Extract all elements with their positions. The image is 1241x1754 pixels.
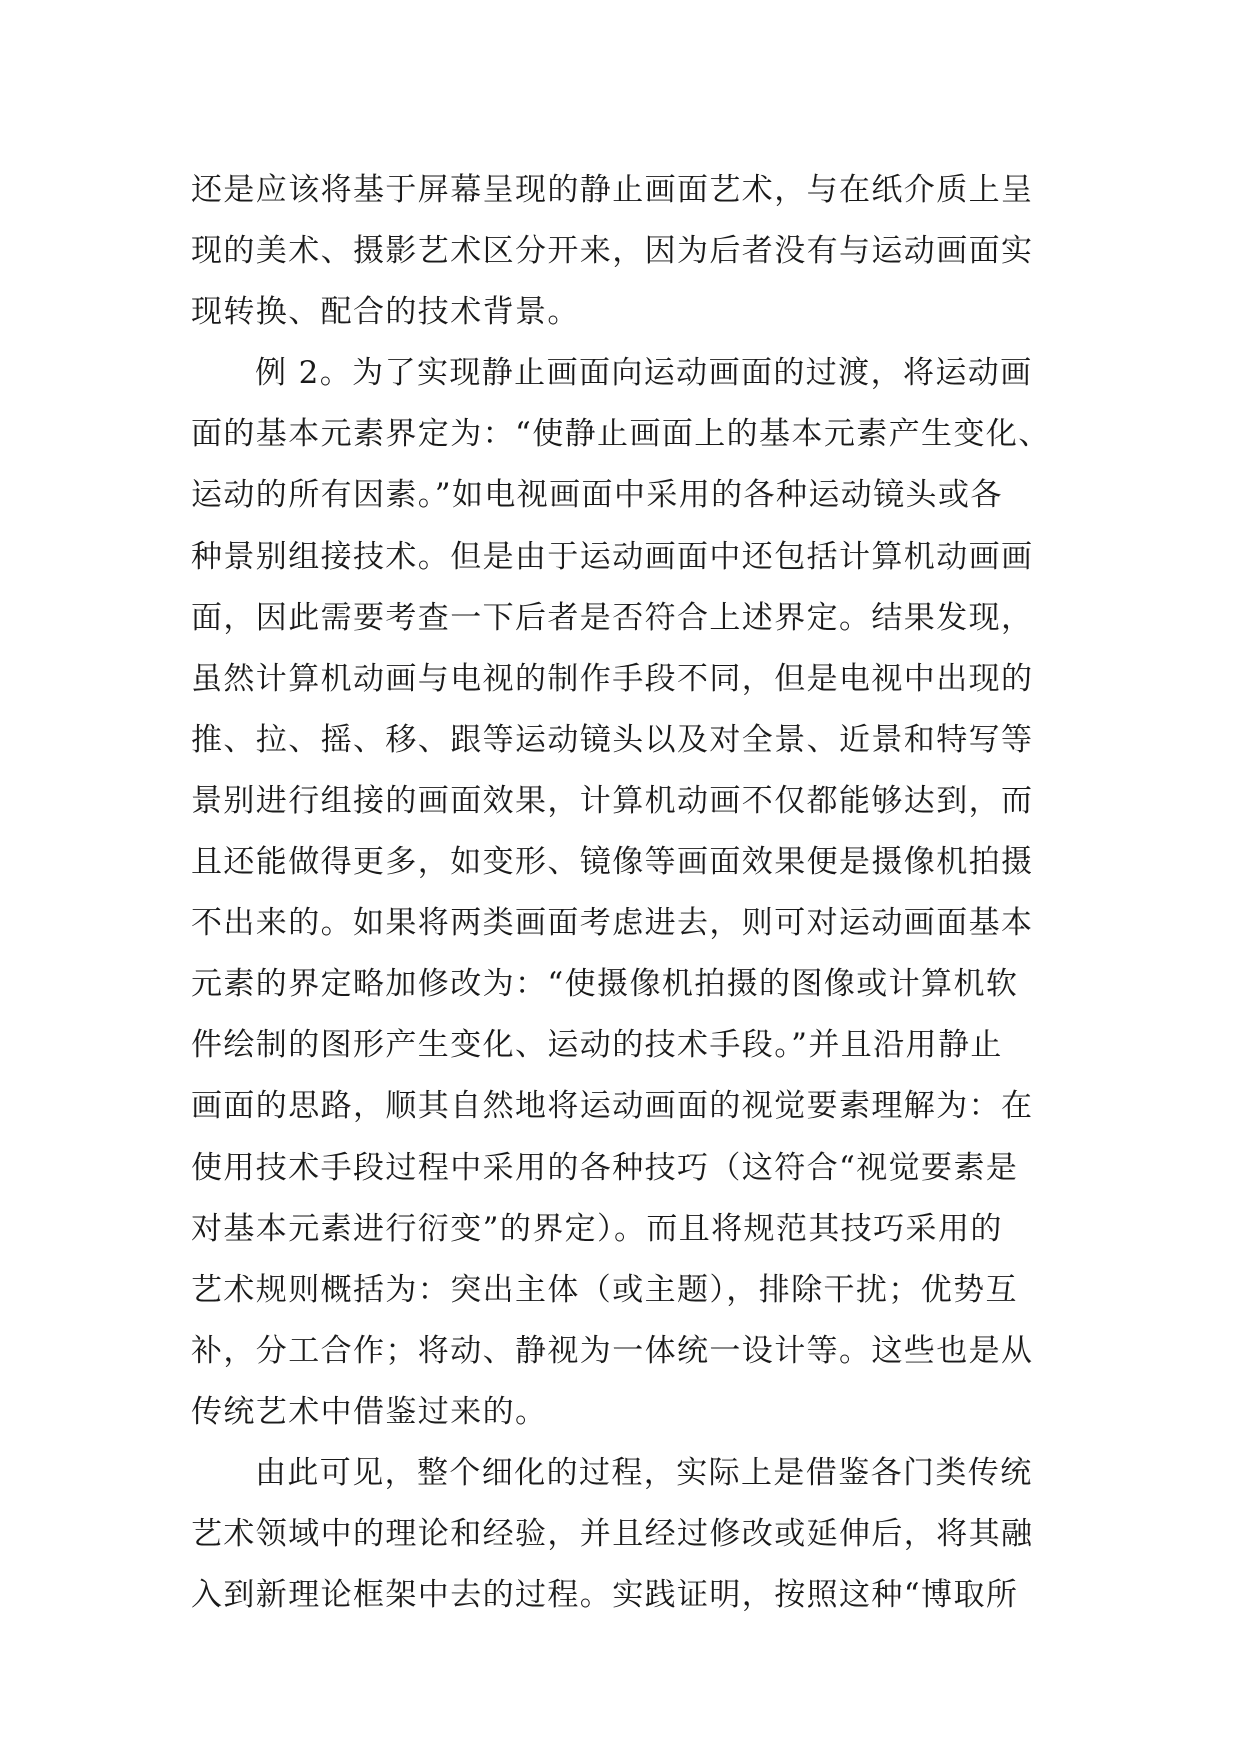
text-line: 运动的所有因素。”如电视画面中采用的各种运动镜头或各 [191,477,1003,514]
text-line: 景别进行组接的画面效果，计算机动画不仅都能够达到，而 [191,782,1034,819]
text-line: 推、拉、摇、移、跟等运动镜头以及对全景、近景和特写等 [191,721,1034,758]
text-line: 补，分工合作；将动、静视为一体统一设计等。这些也是从 [191,1332,1034,1369]
text-line: 种景别组接技术。但是由于运动画面中还包括计算机动画画 [191,538,1034,575]
text-line: 虽然计算机动画与电视的制作手段不同，但是电视中出现的 [191,660,1034,697]
text-line: 且还能做得更多，如变形、镜像等画面效果便是摄像机拍摄 [191,844,1034,881]
text-line: 面，因此需要考查一下后者是否符合上述界定。结果发现， [191,599,1034,636]
text-line: 传统艺术中借鉴过来的。 [191,1393,548,1430]
text-line: 使用技术手段过程中采用的各种技巧（这符合“视觉要素是 [191,1149,1019,1186]
text-line: 对基本元素进行衍变”的界定）。而且将规范其技巧采用的 [191,1210,1003,1247]
text-line: 现的美术、摄影艺术区分开来，因为后者没有与运动画面实 [191,233,1034,270]
text-line: 艺术规则概括为：突出主体（或主题），排除干扰；优势互 [191,1271,1018,1308]
text-line: 还是应该将基于屏幕呈现的静止画面艺术，与在纸介质上呈 [191,172,1034,208]
text-line: 画面的思路，顺其自然地将运动画面的视觉要素理解为：在 [191,1088,1034,1125]
body-text [191,160,1071,1626]
text-line: 元素的界定略加修改为：“使摄像机拍摄的图像或计算机软 [191,966,1019,1003]
text-line: 面的基本元素界定为：“使静止画面上的基本元素产生变化、 [191,416,1051,453]
text-line: 现转换、配合的技术背景。 [191,294,580,331]
text-line: 件绘制的图形产生变化、运动的技术手段。”并且沿用静止 [191,1027,1003,1064]
text-line: 不出来的。如果将两类画面考虑进去，则可对运动画面基本 [191,905,1034,942]
text-line: 例 2。为了实现静止画面向运动画面的过渡，将运动画 [255,355,1033,392]
text-line: 艺术领域中的理论和经验，并且经过修改或延伸后，将其融 [191,1516,1034,1553]
text-line: 由此可见，整个细化的过程，实际上是借鉴各门类传统 [255,1454,1033,1491]
text-line: 入到新理论框架中去的过程。实践证明，按照这种“博取所 [191,1577,1019,1614]
